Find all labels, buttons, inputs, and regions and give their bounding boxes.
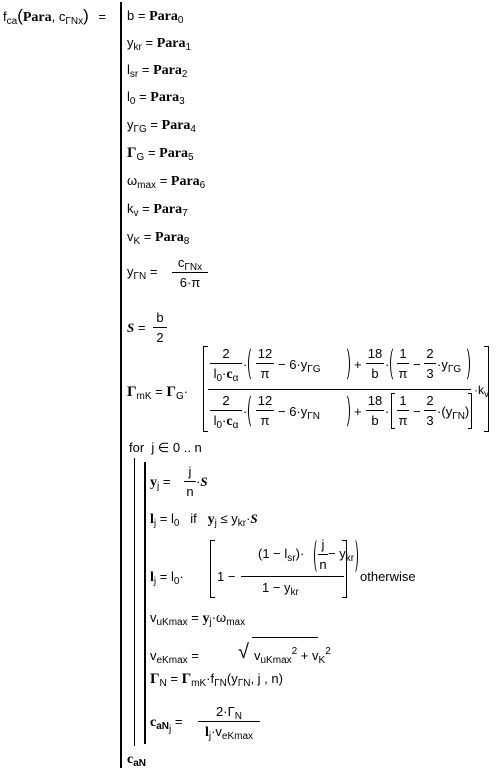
program-bar [120, 2, 122, 768]
lj-denominator: $1 - y_{kr}$ [262, 580, 299, 598]
lj-numerator-a: $(1 - l_{sr})\cdot$ [258, 546, 305, 564]
assignment-row: b = Para$_0$ [127, 8, 184, 26]
gmk-lower-paren-r [340, 393, 350, 429]
assignment-row: $y_{\Gamma G}$ = Para$_4$ [127, 117, 196, 135]
yj-lhs: $y_j$ = [150, 474, 171, 492]
canj-lhs: $c_{aN_j}$ = [150, 714, 183, 735]
gmk-upper-paren2-r [460, 346, 470, 382]
function-header: $f_{ca}(Para$, $c_{\Gamma Nx}$) = [3, 6, 106, 27]
gmk-upper-minus-6y: − $6\cdot y_{\Gamma G}$ [278, 357, 321, 375]
gmk-lower-minus-6y: − $6\cdot y_{\Gamma N}$ [278, 404, 320, 422]
lj-minus-ykr: − $y_{kr}$ [328, 546, 355, 564]
gamma-n-row: $\Gamma_N = \Gamma_{mK}\cdot f_{\Gamma N}(y_{\Gamma N}$, j , n) [150, 671, 283, 689]
vekmax-radicand: $v_{uKmax}^2 + v_K^2$ [254, 646, 331, 666]
gmk-upper-12-over-pi: 12 π [257, 346, 273, 381]
assignment-row: $v_K$ = Para$_8$ [127, 229, 190, 247]
gmk-lower-2-over-3: 2 3 [424, 393, 436, 428]
y-gamma-n-lhs: $y_{\Gamma N}$ = [127, 264, 158, 282]
gamma-mk-main-bar [208, 389, 471, 390]
gmk-kv: $\cdot k_v$ [474, 383, 489, 400]
assignment-row: $l_0$ = Para$_3$ [127, 89, 185, 107]
assignment-row: $\omega_{max}$ = Para$_6$ [127, 173, 206, 191]
lj-j-over-n: j n [319, 537, 327, 572]
gmk-upper-plus: + [354, 357, 362, 372]
for-loop-bar-outer [134, 458, 135, 746]
yj-fraction: j n [184, 464, 196, 499]
for-loop-bar-inner [144, 462, 146, 744]
gmk-lower-dot1: · [243, 404, 248, 419]
lj-paren-r [350, 538, 358, 574]
gmk-lower-plus: + [354, 404, 362, 419]
gmk-lower-12-over-pi: 12 π [257, 393, 273, 428]
for-loop-header: for j ∈ 0 .. n [129, 440, 202, 455]
gmk-lower-2-over-l0c: 2 $l_0\cdot c_\alpha$ [210, 393, 242, 429]
lj-one-minus: 1 − [217, 569, 236, 584]
sqrt-vinculum [252, 637, 318, 638]
gmk-upper-y-gg: $\cdot y_{\Gamma G}$ [437, 357, 462, 375]
assignment-row: $\Gamma_G$ = Para$_5$ [127, 145, 194, 163]
gmk-upper-minus: − [413, 357, 421, 372]
gmk-lower-18-over-b: 18 b [367, 393, 383, 428]
gmk-lower-minus: − [413, 404, 421, 419]
lj-otherwise: otherwise [360, 569, 416, 584]
gmk-upper-2-over-l0c: 2 $l_0\cdot c_\alpha$ [210, 346, 242, 382]
vukmax-row: $v_{uKmax} = y_j\cdot\omega_{max}$ [150, 610, 246, 628]
s-lhs: S = [127, 320, 146, 335]
y-gamma-n-fraction: $c_{\Gamma Nx}$ 6·π [172, 255, 208, 290]
gmk-lower-y-gn: $\cdot(y_{\Gamma N})$ [437, 404, 470, 422]
return-value: $c_{aN}$ [127, 752, 147, 769]
gmk-lower-bracket-r [468, 393, 472, 429]
assignment-row: $l_{sr}$ = Para$_2$ [127, 62, 188, 80]
gmk-upper-2-over-3: 2 3 [424, 346, 436, 381]
gmk-lower-1-over-pi: 1 π [398, 393, 408, 428]
yj-s: ·S [196, 474, 208, 489]
lj-fraction-bar [241, 576, 344, 577]
assignment-row: $k_v$ = Para$_7$ [127, 201, 188, 219]
gmk-upper-paren-r [340, 346, 350, 382]
lj-bracket-l [210, 540, 215, 598]
gmk-lower-dot2: · [385, 404, 390, 419]
gmk-upper-18-over-b: 18 b [367, 346, 383, 381]
lj-bracket-r [342, 540, 347, 598]
gmk-upper-dot1: · [243, 357, 248, 372]
sqrt-sign: √ [238, 641, 249, 663]
assignment-row: $y_{kr}$ = Para$_1$ [127, 35, 192, 53]
lj-otherwise-lhs: $l_j = l_0\cdot$ [150, 569, 184, 587]
gmk-upper-dot2: · [385, 357, 390, 372]
vekmax-lhs: $v_{eKmax}$ = [150, 648, 199, 666]
gamma-mk-lhs: $\Gamma_{mK} = \Gamma_G\cdot$ [127, 384, 189, 402]
s-fraction: b 2 [153, 310, 167, 345]
canj-fraction: $2\cdot\Gamma_N$ $l_j\cdot v_{eKmax}$ [198, 704, 260, 740]
lj-if-row: $l_j = l_0$ if $y_j \le y_{kr}\cdot S$ [150, 511, 258, 529]
gmk-lower-bracket-l [391, 393, 395, 429]
gmk-upper-1-over-pi: 1 π [398, 346, 408, 381]
